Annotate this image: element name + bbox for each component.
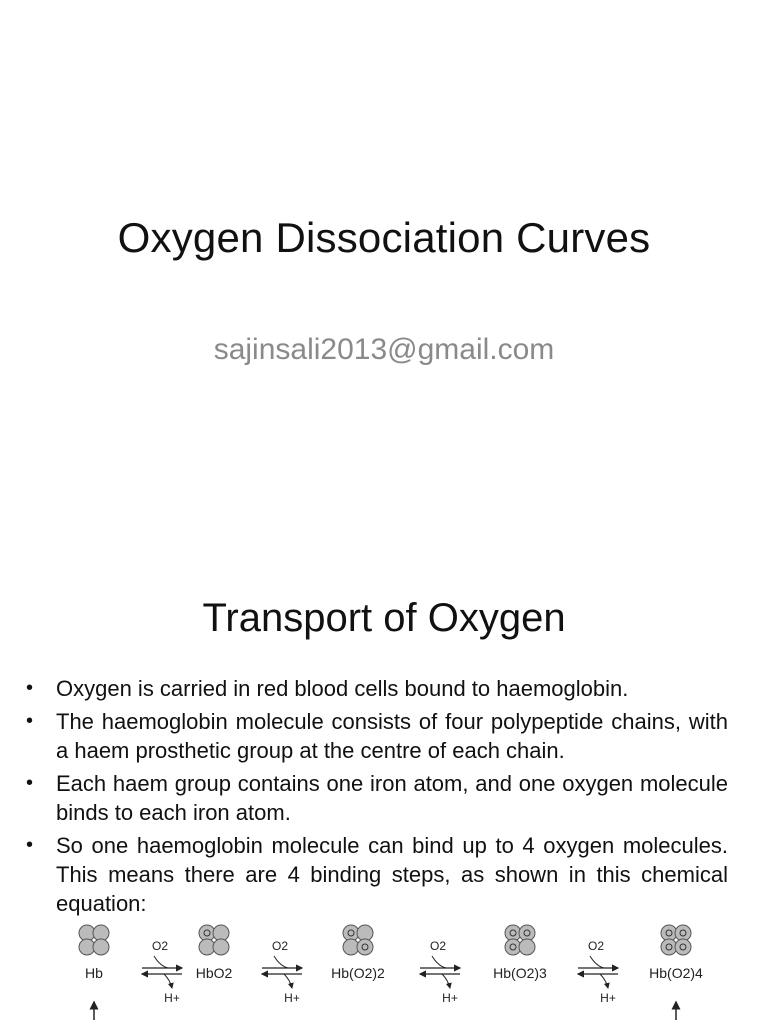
slide-title: Oxygen Dissociation Curves [117,214,651,261]
bullet-text: So one haemoglobin molecule can bind up to 4 oxygen molecules. This means there are 4 binding steps, as shown in this chemical equation: [56,833,728,916]
bullet-dot-icon: • [26,710,34,732]
binding-equation-diagram [70,920,720,1024]
species-label: Hb(O2)2 [331,965,385,981]
bullet-dot-icon: • [26,834,34,856]
bullet-text: Oxygen is carried in red blood cells bound to haemoglobin. [56,676,629,701]
h-ion-label: H+ [164,991,180,1005]
hbo2-3-molecule-icon [505,925,535,955]
equation-svg [70,920,720,1024]
bullet-item [22,831,728,918]
species-label: Hb [85,965,103,981]
o2-label: O2 [429,939,447,953]
bullet-text: The haemoglobin molecule consists of four polypeptide chains, with a haem prosthetic group at the centre of each chain. [56,709,728,763]
bullet-item [22,707,728,765]
equilibrium-arrow-icon [420,939,460,1005]
bullet-dot-icon: • [26,772,34,794]
species-label: HbO2 [195,965,233,981]
species-label: Hb(O2)3 [493,965,547,981]
hbo2-4-molecule-icon [661,925,691,955]
content-slide [0,560,768,1024]
equilibrium-arrow-icon [578,939,618,1005]
slide-title: Transport of Oxygen [202,596,566,640]
bullet-item [22,769,728,827]
author-email: sajinsali2013@gmail.com [213,333,555,366]
equilibrium-arrow-icon [142,939,182,1005]
hb-molecule-icon [79,925,109,955]
bullet-dot-icon: • [26,677,34,699]
o2-label: O2 [587,939,605,953]
bullet-text: Each haem group contains one iron atom, and one oxygen molecule binds to each iron atom. [56,771,728,825]
hbo2-molecule-icon [199,925,229,955]
equilibrium-arrow-icon [262,939,302,1005]
h-ion-label: H+ [284,991,300,1005]
h-ion-label: H+ [600,991,616,1005]
h-ion-label: H+ [442,991,458,1005]
bullet-item [22,674,728,703]
o2-label: O2 [151,939,169,953]
species-label: Hb(O2)4 [649,965,703,981]
o2-label: O2 [271,939,289,953]
hbo2-2-molecule-icon [343,925,373,955]
bullet-list [22,674,728,922]
